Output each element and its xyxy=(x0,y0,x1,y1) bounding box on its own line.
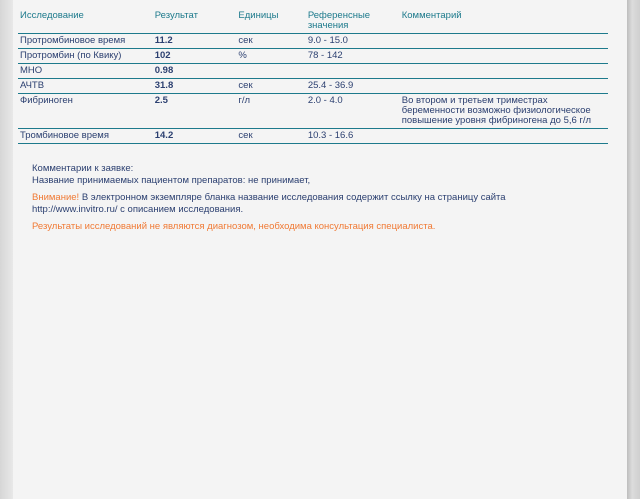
notes-section xyxy=(32,163,592,233)
test-result: 102 xyxy=(153,49,237,64)
test-reference: 10.3 - 16.6 xyxy=(306,129,400,144)
warning-text: В электронном экземпляре бланка название исследования содержит ссылку на страницу сайта xyxy=(79,192,506,203)
table-row xyxy=(18,34,608,49)
header-comment: Комментарий xyxy=(400,9,608,34)
test-reference: 25.4 - 36.9 xyxy=(306,79,400,94)
test-comment xyxy=(400,64,608,79)
test-units: % xyxy=(236,49,305,64)
test-name[interactable]: МНО xyxy=(18,64,153,79)
invitro-link[interactable]: http://www.invitro.ru/ xyxy=(32,204,118,215)
table-row xyxy=(18,49,608,64)
test-comment xyxy=(400,79,608,94)
header-reference: Референсные значения xyxy=(306,9,400,34)
table-row xyxy=(18,64,608,79)
table-row xyxy=(18,79,608,94)
test-name[interactable]: Протромбиновое время xyxy=(18,34,153,49)
test-result: 0.98 xyxy=(153,64,237,79)
test-reference: 9.0 - 15.0 xyxy=(306,34,400,49)
results-table xyxy=(18,9,608,144)
disclaimer-text: Результаты исследований не являются диагнозом, необходима консультация специалиста. xyxy=(32,221,436,232)
viewer-right-edge xyxy=(627,0,640,499)
test-reference: 2.0 - 4.0 xyxy=(306,94,400,129)
warning-paragraph xyxy=(32,192,592,216)
test-comment xyxy=(400,49,608,64)
test-units: г/л xyxy=(236,94,305,129)
test-reference xyxy=(306,64,400,79)
test-result: 2.5 xyxy=(153,94,237,129)
comments-label: Комментарии к заявке: xyxy=(32,163,134,174)
test-result: 31.8 xyxy=(153,79,237,94)
test-comment: Во втором и третьем триместрах беременности возможно физиологическое повышение уровня фибриногена до 5,6 г/л xyxy=(400,94,608,129)
test-result: 11.2 xyxy=(153,34,237,49)
test-name[interactable]: Протромбин (по Квику) xyxy=(18,49,153,64)
table-row xyxy=(18,129,608,144)
test-units: сек xyxy=(236,129,305,144)
table-header-row xyxy=(18,9,608,34)
test-comment xyxy=(400,129,608,144)
test-units xyxy=(236,64,305,79)
warning-label: Внимание! xyxy=(32,192,80,203)
viewer-left-edge xyxy=(0,0,13,499)
header-result: Результат xyxy=(153,9,237,34)
test-units: сек xyxy=(236,79,305,94)
medications-note: Название принимаемых пациентом препаратов: не принимает, xyxy=(32,175,311,186)
test-result: 14.2 xyxy=(153,129,237,144)
test-name[interactable]: Тромбиновое время xyxy=(18,129,153,144)
link-suffix: с описанием исследования. xyxy=(117,204,244,215)
test-comment xyxy=(400,34,608,49)
test-units: сек xyxy=(236,34,305,49)
test-reference: 78 - 142 xyxy=(306,49,400,64)
test-name[interactable]: Фибриноген xyxy=(18,94,153,129)
test-name[interactable]: АЧТВ xyxy=(18,79,153,94)
table-row xyxy=(18,94,608,129)
header-test: Исследование xyxy=(18,9,153,34)
header-units: Единицы xyxy=(236,9,305,34)
